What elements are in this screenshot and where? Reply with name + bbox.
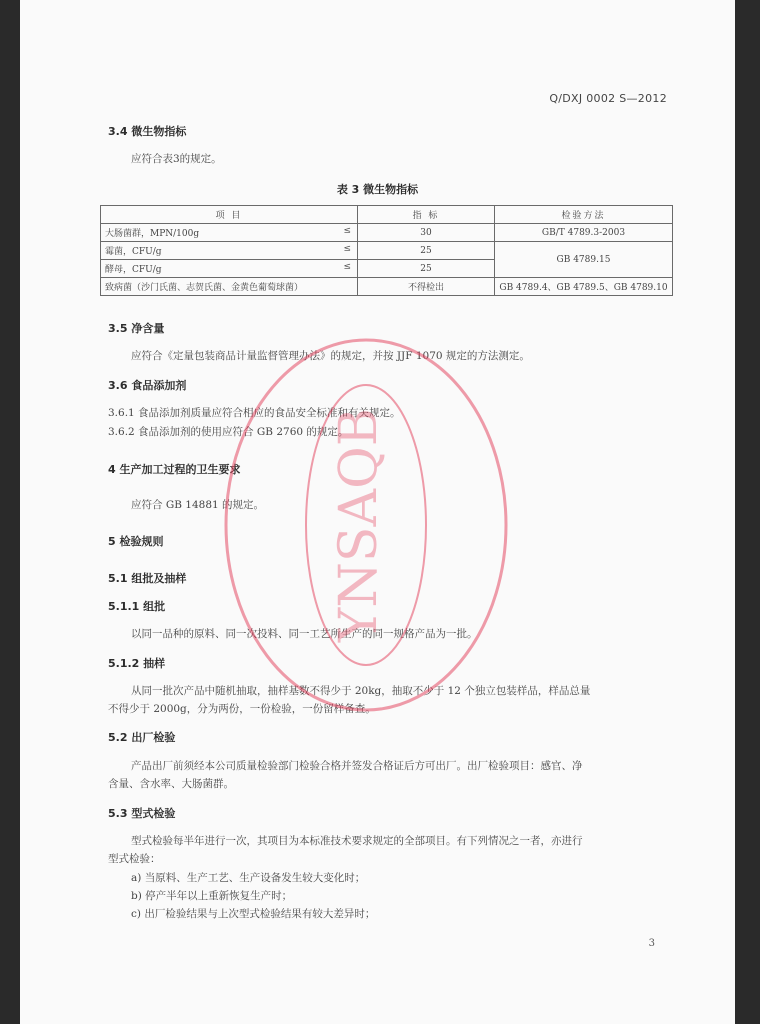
list-item-b: b) 停产半年以上重新恢复生产时； <box>131 890 293 902</box>
section-5-1-title: 5.1 组批及抽样 <box>108 572 187 585</box>
standard-code: Q/DXJ 0002 S—2012 <box>549 92 667 105</box>
le-symbol: ≤ <box>343 262 351 272</box>
section-4-title: 4 生产加工过程的卫生要求 <box>108 463 241 476</box>
header-method: 检验方法 <box>495 206 673 224</box>
microbial-table <box>100 205 673 296</box>
section-3-6-2: 3.6.2 食品添加剂的使用应符合 GB 2760 的规定。 <box>108 426 349 438</box>
section-5-2-title: 5.2 出厂检验 <box>108 731 176 744</box>
table-row <box>101 278 673 296</box>
header-value: 指 标 <box>358 206 495 224</box>
table-header-row <box>101 206 673 224</box>
section-5-1-2-line1: 从同一批次产品中随机抽取，抽样基数不得少于 20kg，抽取不少于 12 个独立包装样品，样品总量 <box>131 685 591 697</box>
section-5-1-1-text: 以同一品种的原料、同一次投料、同一工艺所生产的同一规格产品为一批。 <box>131 628 478 640</box>
row-item: 致病菌（沙门氏菌、志贺氏菌、金黄色葡萄球菌） <box>101 278 358 296</box>
list-item-c: c) 出厂检验结果与上次型式检验结果有较大差异时； <box>131 908 376 920</box>
section-5-1-2-title: 5.1.2 抽样 <box>108 657 166 670</box>
section-5-2-line2: 含量、含水率、大肠菌群。 <box>108 778 234 790</box>
page-number: 3 <box>648 938 655 949</box>
section-3-6-title: 3.6 食品添加剂 <box>108 379 187 392</box>
company-seal-stamp <box>216 330 516 720</box>
row-method: GB 4789.4、GB 4789.5、GB 4789.10 <box>495 278 673 296</box>
row-method: GB/T 4789.3-2003 <box>495 224 673 242</box>
section-3-5-title: 3.5 净含量 <box>108 322 165 335</box>
section-5-1-1-title: 5.1.1 组批 <box>108 600 166 613</box>
section-5-3-line2: 型式检验： <box>108 853 161 865</box>
table-row <box>101 242 673 260</box>
row-item: 大肠菌群，MPN/100g <box>105 229 200 239</box>
section-4-text: 应符合 GB 14881 的规定。 <box>131 499 265 511</box>
le-symbol: ≤ <box>343 226 351 236</box>
le-symbol: ≤ <box>343 244 351 254</box>
section-3-4-text: 应符合表3的规定。 <box>131 153 222 165</box>
section-5-title: 5 检验规则 <box>108 535 164 548</box>
section-3-6-1: 3.6.1 食品添加剂质量应符合相应的食品安全标准和有关规定。 <box>108 407 401 419</box>
header-item: 项 目 <box>101 206 358 224</box>
stamp-text: YNSAQB <box>329 408 389 642</box>
row-value: 不得检出 <box>358 278 495 296</box>
row-value: 25 <box>358 242 495 260</box>
list-item-a: a) 当原料、生产工艺、生产设备发生较大变化时； <box>131 872 366 884</box>
row-value: 30 <box>358 224 495 242</box>
section-5-3-title: 5.3 型式检验 <box>108 807 176 820</box>
row-item: 酵母，CFU/g <box>105 265 162 275</box>
section-3-5-text: 应符合《定量包装商品计量监督管理办法》的规定，并按 JJF 1070 规定的方法测定。 <box>131 350 530 362</box>
table-3-caption: 表 3 微生物指标 <box>336 183 419 196</box>
section-5-3-line1: 型式检验每半年进行一次，其项目为本标准技术要求规定的全部项目。有下列情况之一者，亦进行 <box>131 835 583 847</box>
section-3-4-title: 3.4 微生物指标 <box>108 125 187 138</box>
section-5-2-line1: 产品出厂前须经本公司质量检验部门检验合格并签发合格证后方可出厂。出厂检验项目：感官、净 <box>131 760 583 772</box>
table-row <box>101 224 673 242</box>
row-item: 霉菌，CFU/g <box>105 247 162 257</box>
section-5-1-2-line2: 不得少于 2000g，分为两份，一份检验，一份留样备查。 <box>108 703 376 715</box>
document-page <box>20 0 735 1024</box>
row-value: 25 <box>358 260 495 278</box>
row-method: GB 4789.15 <box>495 242 673 278</box>
